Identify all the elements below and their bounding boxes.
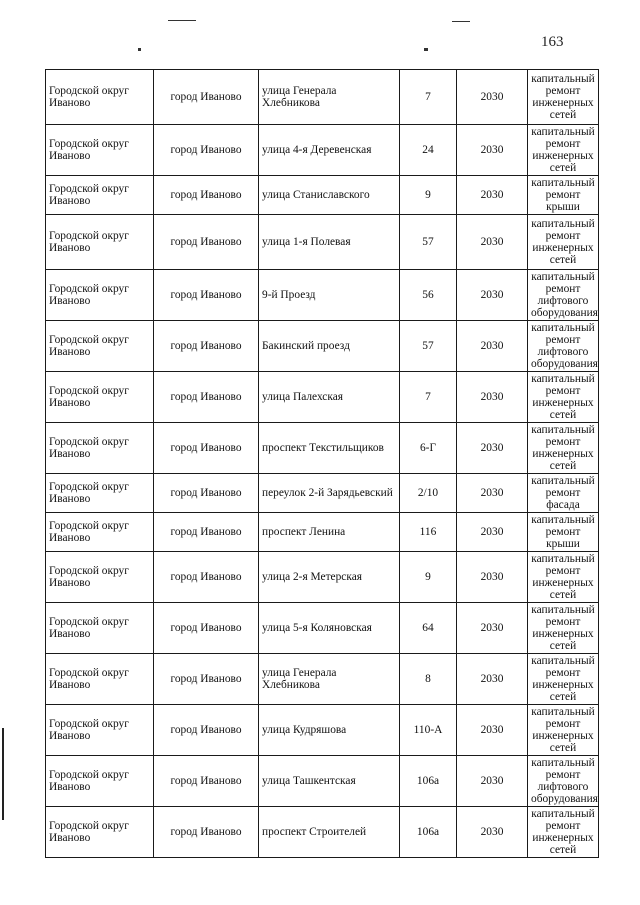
year-cell: 2030 — [457, 176, 528, 215]
year-cell: 2030 — [457, 270, 528, 321]
table-row — [46, 70, 599, 125]
year-cell: 2030 — [457, 423, 528, 474]
street-cell: улица Генерала Хлебникова — [259, 70, 400, 125]
street-cell: улица Генерала Хлебникова — [259, 654, 400, 705]
city-cell: город Иваново — [154, 654, 259, 705]
street-cell: переулок 2-й Зарядьевский — [259, 474, 400, 513]
house-number-cell: 106а — [400, 807, 457, 858]
city-cell: город Иваново — [154, 372, 259, 423]
work-type-cell: капитальный ремонт инженерных сетей — [528, 215, 599, 270]
municipal-district-cell: Городской округ Иваново — [46, 603, 154, 654]
house-number-cell: 6-Г — [400, 423, 457, 474]
year-cell: 2030 — [457, 807, 528, 858]
house-number-cell: 110-А — [400, 705, 457, 756]
work-type-cell: капитальный ремонт инженерных сетей — [528, 423, 599, 474]
year-cell: 2030 — [457, 552, 528, 603]
street-cell: улица 2-я Метерская — [259, 552, 400, 603]
table-row — [46, 125, 599, 176]
work-type-cell: капитальный ремонт фасада — [528, 474, 599, 513]
municipal-district-cell: Городской округ Иваново — [46, 125, 154, 176]
work-type-cell: капитальный ремонт инженерных сетей — [528, 125, 599, 176]
city-cell: город Иваново — [154, 176, 259, 215]
work-type-cell: капитальный ремонт лифтового оборудования — [528, 756, 599, 807]
house-number-cell: 116 — [400, 513, 457, 552]
municipal-district-cell: Городской округ Иваново — [46, 176, 154, 215]
work-type-cell: капитальный ремонт крыши — [528, 513, 599, 552]
city-cell: город Иваново — [154, 474, 259, 513]
scan-dash — [168, 20, 196, 21]
year-cell: 2030 — [457, 474, 528, 513]
street-cell: проспект Строителей — [259, 807, 400, 858]
scan-dot — [424, 48, 428, 51]
street-cell: проспект Ленина — [259, 513, 400, 552]
scan-edge-line — [2, 728, 4, 820]
year-cell: 2030 — [457, 70, 528, 125]
city-cell: город Иваново — [154, 215, 259, 270]
year-cell: 2030 — [457, 654, 528, 705]
house-number-cell: 7 — [400, 70, 457, 125]
house-number-cell: 106а — [400, 756, 457, 807]
street-cell: улица 4-я Деревенская — [259, 125, 400, 176]
municipal-district-cell: Городской округ Иваново — [46, 756, 154, 807]
work-type-cell: капитальный ремонт инженерных сетей — [528, 654, 599, 705]
city-cell: город Иваново — [154, 70, 259, 125]
municipal-district-cell: Городской округ Иваново — [46, 513, 154, 552]
table-row — [46, 654, 599, 705]
street-cell: улица 1-я Полевая — [259, 215, 400, 270]
work-type-cell: капитальный ремонт лифтового оборудования — [528, 270, 599, 321]
work-type-cell: капитальный ремонт инженерных сетей — [528, 372, 599, 423]
house-number-cell: 24 — [400, 125, 457, 176]
house-number-cell: 8 — [400, 654, 457, 705]
table-row — [46, 474, 599, 513]
house-number-cell: 2/10 — [400, 474, 457, 513]
municipal-district-cell: Городской округ Иваново — [46, 654, 154, 705]
year-cell: 2030 — [457, 705, 528, 756]
work-type-cell: капитальный ремонт инженерных сетей — [528, 552, 599, 603]
year-cell: 2030 — [457, 215, 528, 270]
municipal-district-cell: Городской округ Иваново — [46, 807, 154, 858]
work-type-cell: капитальный ремонт лифтового оборудования — [528, 321, 599, 372]
work-type-cell: капитальный ремонт инженерных сетей — [528, 807, 599, 858]
municipal-district-cell: Городской округ Иваново — [46, 705, 154, 756]
table-row — [46, 372, 599, 423]
house-number-cell: 57 — [400, 321, 457, 372]
house-number-cell: 64 — [400, 603, 457, 654]
table-row — [46, 756, 599, 807]
street-cell: проспект Текстильщиков — [259, 423, 400, 474]
municipal-district-cell: Городской округ Иваново — [46, 321, 154, 372]
table-row — [46, 552, 599, 603]
street-cell: улица Палехская — [259, 372, 400, 423]
page-number: 163 — [541, 34, 564, 50]
city-cell: город Иваново — [154, 270, 259, 321]
city-cell: город Иваново — [154, 603, 259, 654]
table-row — [46, 423, 599, 474]
city-cell: город Иваново — [154, 513, 259, 552]
house-number-cell: 9 — [400, 176, 457, 215]
street-cell: улица Кудряшова — [259, 705, 400, 756]
year-cell: 2030 — [457, 756, 528, 807]
table-row — [46, 513, 599, 552]
work-type-cell: капитальный ремонт инженерных сетей — [528, 705, 599, 756]
street-cell: улица 5-я Коляновская — [259, 603, 400, 654]
work-type-cell: капитальный ремонт крыши — [528, 176, 599, 215]
table-row — [46, 603, 599, 654]
city-cell: город Иваново — [154, 125, 259, 176]
municipal-district-cell: Городской округ Иваново — [46, 270, 154, 321]
year-cell: 2030 — [457, 321, 528, 372]
street-cell: Бакинский проезд — [259, 321, 400, 372]
table-body — [46, 70, 599, 858]
street-cell: улица Станиславского — [259, 176, 400, 215]
table-row — [46, 705, 599, 756]
work-type-cell: капитальный ремонт инженерных сетей — [528, 70, 599, 125]
year-cell: 2030 — [457, 603, 528, 654]
city-cell: город Иваново — [154, 807, 259, 858]
year-cell: 2030 — [457, 513, 528, 552]
house-number-cell: 7 — [400, 372, 457, 423]
work-type-cell: капитальный ремонт инженерных сетей — [528, 603, 599, 654]
scan-dash — [452, 21, 470, 22]
city-cell: город Иваново — [154, 423, 259, 474]
city-cell: город Иваново — [154, 705, 259, 756]
street-cell: улица Ташкентская — [259, 756, 400, 807]
scan-dot — [138, 48, 141, 51]
house-number-cell: 56 — [400, 270, 457, 321]
municipal-district-cell: Городской округ Иваново — [46, 70, 154, 125]
table-row — [46, 807, 599, 858]
municipal-district-cell: Городской округ Иваново — [46, 423, 154, 474]
street-cell: 9-й Проезд — [259, 270, 400, 321]
repair-registry-table — [45, 69, 599, 858]
table-row — [46, 270, 599, 321]
house-number-cell: 57 — [400, 215, 457, 270]
table-row — [46, 321, 599, 372]
city-cell: город Иваново — [154, 756, 259, 807]
municipal-district-cell: Городской округ Иваново — [46, 372, 154, 423]
municipal-district-cell: Городской округ Иваново — [46, 474, 154, 513]
city-cell: город Иваново — [154, 552, 259, 603]
table-row — [46, 176, 599, 215]
table-row — [46, 215, 599, 270]
year-cell: 2030 — [457, 372, 528, 423]
municipal-district-cell: Городской округ Иваново — [46, 552, 154, 603]
year-cell: 2030 — [457, 125, 528, 176]
city-cell: город Иваново — [154, 321, 259, 372]
municipal-district-cell: Городской округ Иваново — [46, 215, 154, 270]
house-number-cell: 9 — [400, 552, 457, 603]
